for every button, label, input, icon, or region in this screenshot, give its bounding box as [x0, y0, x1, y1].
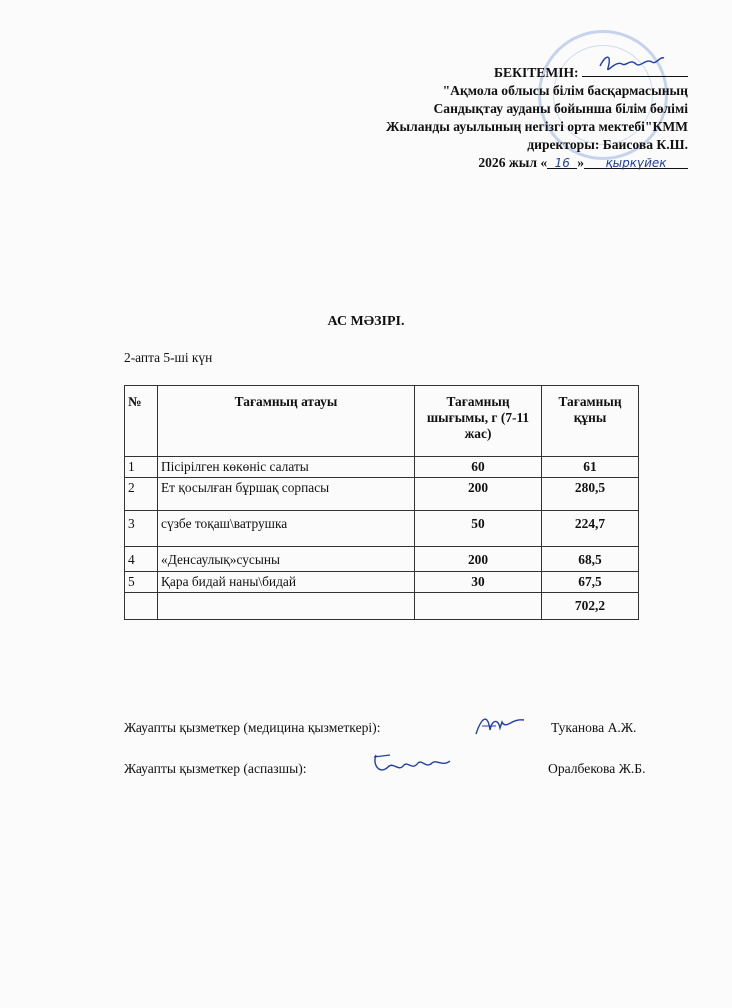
date-month-blank — [584, 154, 688, 169]
row-output: 60 — [415, 457, 542, 478]
page-title: АС МӘЗІРІ. — [327, 314, 405, 329]
row-num: 4 — [125, 547, 158, 572]
total-empty-num — [125, 593, 158, 620]
responsible-medical-name: Туканова А.Ж. — [551, 720, 637, 735]
date-day-blank — [547, 154, 577, 169]
table-header-row — [125, 386, 639, 457]
table-row — [125, 547, 639, 572]
approval-line-2: Сандықтау ауданы бойынша білім бөлімі — [433, 101, 688, 116]
header-output: Тағамның шығымы, г (7-11 жас) — [415, 386, 542, 457]
total-empty-output — [415, 593, 542, 620]
date-month: қыркүйек — [605, 156, 667, 170]
date-prefix: 2026 жыл « — [478, 155, 548, 170]
header-cost: Тағамның құны — [542, 386, 639, 457]
director-signature-line — [582, 62, 688, 77]
week-day-subtitle: 2-апта 5-ші күн — [124, 350, 213, 365]
row-cost: 68,5 — [542, 547, 639, 572]
responsible-cook — [124, 761, 646, 777]
total-cost: 702,2 — [542, 593, 639, 620]
table-row — [125, 572, 639, 593]
row-output: 50 — [415, 511, 542, 547]
header-name: Тағамның атауы — [158, 386, 415, 457]
responsible-medical — [124, 720, 637, 736]
row-cost: 280,5 — [542, 478, 639, 511]
row-name: Қара бидай наны\бидай — [158, 572, 415, 593]
approval-line-4: директоры: Баисова К.Ш. — [527, 137, 688, 152]
row-num: 3 — [125, 511, 158, 547]
row-name: «Денсаулық»сусыны — [158, 547, 415, 572]
table-row — [125, 457, 639, 478]
table-row — [125, 511, 639, 547]
medical-signature — [472, 712, 528, 740]
total-empty-name — [158, 593, 415, 620]
row-num: 1 — [125, 457, 158, 478]
row-output: 200 — [415, 547, 542, 572]
menu-table — [124, 385, 639, 620]
row-name: сүзбе тоқаш\ватрушка — [158, 511, 415, 547]
table-row — [125, 478, 639, 511]
approval-block — [386, 62, 688, 172]
approval-line-1: "Ақмола облысы білім басқармасының — [442, 83, 688, 98]
approval-heading-line — [386, 62, 688, 82]
date-day: 16 — [554, 156, 570, 170]
row-cost: 61 — [542, 457, 639, 478]
date-mid: » — [577, 155, 584, 170]
responsible-cook-label: Жауапты қызметкер (аспазшы): — [124, 761, 307, 776]
row-num: 2 — [125, 478, 158, 511]
responsible-medical-label: Жауапты қызметкер (медицина қызметкері): — [124, 720, 381, 735]
approval-heading: БЕКІТЕМІН: — [494, 65, 579, 80]
row-name: Ет қосылған бұршақ сорпасы — [158, 478, 415, 511]
row-cost: 224,7 — [542, 511, 639, 547]
approval-date-line — [386, 154, 688, 172]
responsible-cook-name: Оралбекова Ж.Б. — [548, 761, 646, 776]
director-signature — [596, 50, 666, 76]
row-num: 5 — [125, 572, 158, 593]
header-num: № — [125, 386, 158, 457]
row-name: Пісірілген көкөніс салаты — [158, 457, 415, 478]
approval-line-3: Жыланды ауылының негізгі орта мектебі"КММ — [386, 119, 688, 134]
row-output: 200 — [415, 478, 542, 511]
row-output: 30 — [415, 572, 542, 593]
total-row — [125, 593, 639, 620]
cook-signature — [370, 749, 456, 781]
row-cost: 67,5 — [542, 572, 639, 593]
